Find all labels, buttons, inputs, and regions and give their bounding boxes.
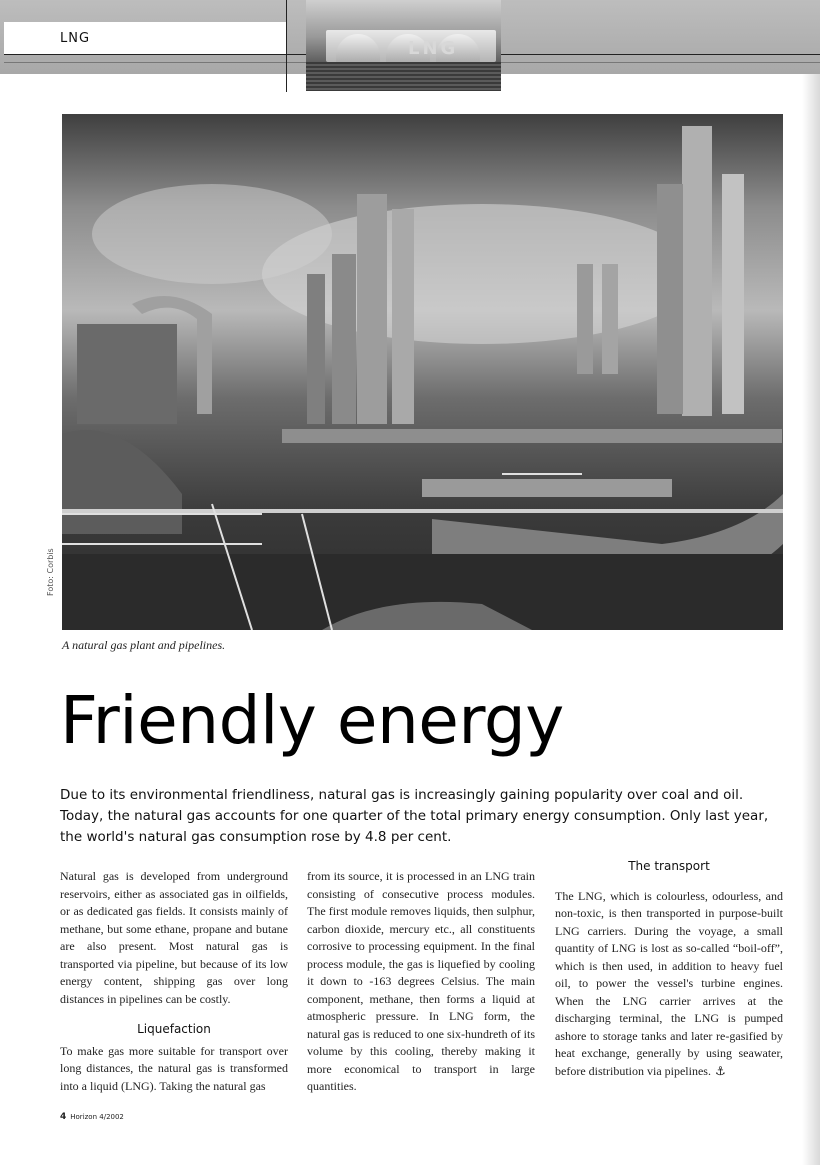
page-footer: [60, 1112, 124, 1122]
paragraph-text: The LNG, which is colourless, odourless, and non-toxic, is then transported in purpose-built LNG carriers. During the voyage, a small quantity of LNG is lost as so-called “boil-off”, which is then used, in addition to heavy fuel oil, to power the vessel's turbine engines. When the LNG carrier arrives at the discharging terminal, the LNG is pumped ashore to storage tanks and later re-gasified by heat exchange, generally by using seawater, before distribution via pipelines.: [555, 888, 783, 1078]
subhead-transport: The transport: [628, 859, 710, 873]
paragraph: To make gas more suitable for transport over long distances, the natural gas is transformed into a liquid (LNG). Taking the natural gas: [60, 1043, 288, 1093]
article-title: Friendly energy: [60, 682, 564, 759]
paragraph: from its source, it is processed in an LNG train consisting of consecutive process modules. The first module removes liquids, then sulphur, carbon dioxide, mercury etc., all constituents corrosive to processing equipment. In the final process module, the gas is liquefied by cooling it down to -163 degrees Celsius. The main component, methane, then forms a liquid at atmospheric pressure. In LNG form, the natural gas is reduced to one six-hundreth of its volume by this cooling, thereby making it more economical to transport in large quantities.: [307, 869, 535, 1093]
publication-name: Horizon 4/2002: [70, 1113, 124, 1121]
header-label-box: [4, 22, 286, 54]
article-column-3: [555, 859, 783, 1080]
header-divider: [286, 0, 287, 92]
article-column-2: [307, 868, 535, 1096]
lng-ship-thumbnail: [306, 0, 501, 91]
article-column-1: [60, 868, 288, 1095]
sea-water: [306, 62, 501, 91]
anchor-icon: ⚓: [714, 1063, 726, 1078]
photo-caption: A natural gas plant and pipelines.: [62, 638, 226, 652]
ship-lettering: LNG: [408, 38, 459, 59]
subhead-liquefaction: Liquefaction: [137, 1022, 211, 1036]
gas-plant-photo: [62, 114, 783, 630]
page-edge-shadow: [802, 74, 820, 1165]
section-label: LNG: [60, 31, 91, 46]
paragraph: Natural gas is developed from underground reservoirs, either as associated gas in oilfields, or as dedicated gas fields. It consists mainly of methane, but some ethane, propane and butane are also present. Most natural gas is transported via pipeline, but because of its low energy content, shipping gas over long distances in pipelines can be costly.: [60, 869, 288, 1006]
article-lead: Due to its environmental friendliness, natural gas is increasingly gaining popularity over coal and oil. Today, the natural gas accounts for one quarter of the total primary energy consumption. Only last year, the world's natural gas consumption rose by 4.8 per cent.: [60, 787, 769, 845]
page-number: 4: [60, 1112, 67, 1122]
gas-plant-illustration: [62, 114, 783, 630]
paragraph: [555, 888, 783, 1081]
photo-credit: Foto: Corbis: [46, 548, 55, 596]
